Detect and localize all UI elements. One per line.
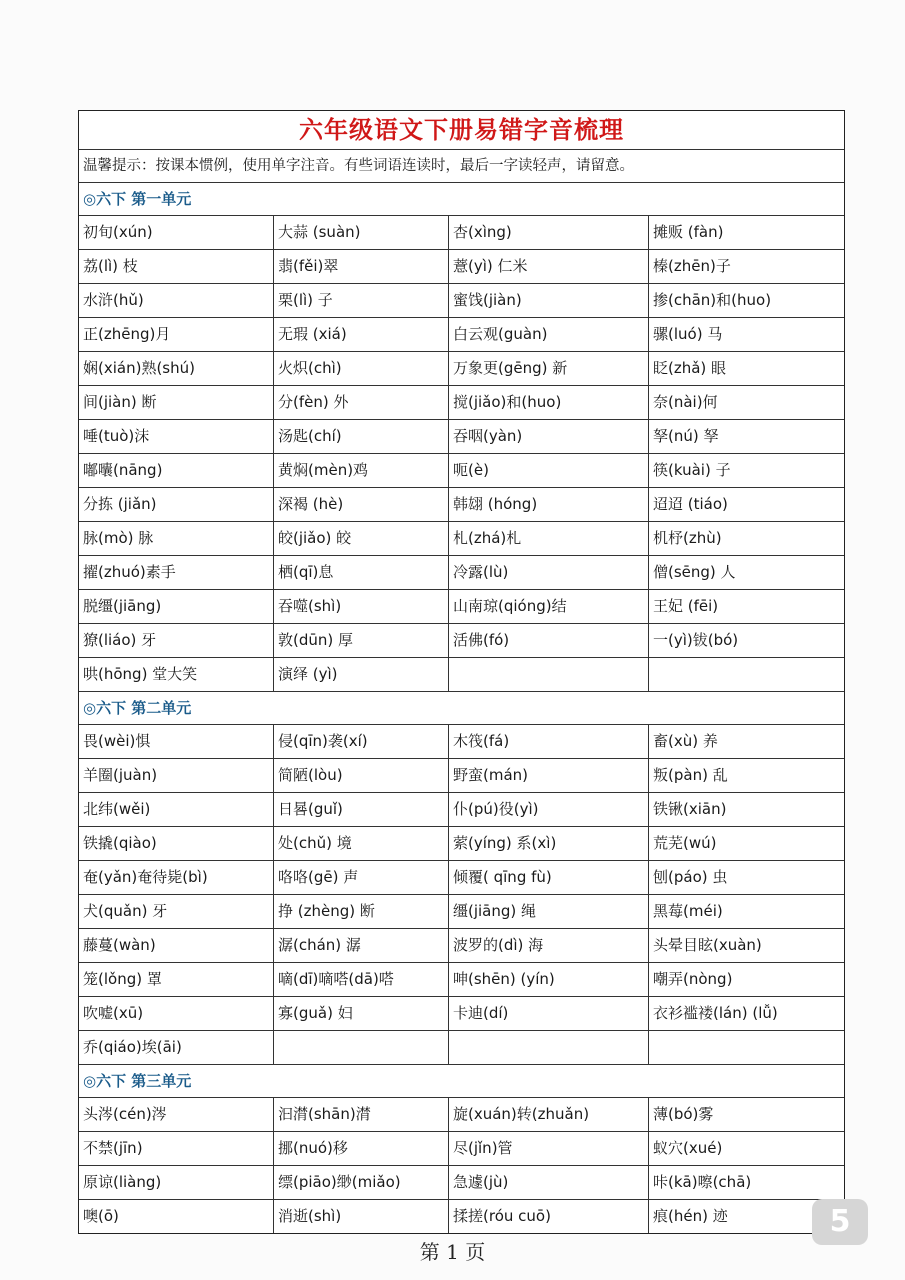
word-cell: 薏(yì) 仁米 — [449, 250, 649, 283]
word-cell: 汤匙(chí) — [274, 420, 449, 453]
word-cell: 摊贩 (fàn) — [653, 223, 724, 241]
word-cell: 黄焖(mèn)鸡 — [274, 454, 449, 487]
table-body — [79, 183, 844, 1233]
word-cell: 头晕目眩(xuàn) — [653, 936, 762, 954]
table-row — [79, 725, 844, 759]
word-cell: 王妃 (fēi) — [653, 597, 719, 615]
word-cell: 吞噬(shì) — [274, 590, 449, 623]
word-cell: 火炽(chì) — [274, 352, 449, 385]
word-cell: 札(zhá)札 — [449, 522, 649, 555]
word-cell: 萦(yíng) 系(xì) — [449, 827, 649, 860]
word-cell: 原谅(liàng) — [79, 1166, 274, 1199]
table-row — [79, 590, 844, 624]
word-cell: 薄(bó)雾 — [653, 1105, 714, 1123]
word-cell: 杏(xìng) — [449, 216, 649, 249]
word-cell: 荒芜(wú) — [653, 834, 717, 852]
word-cell: 初旬(xún) — [79, 216, 274, 249]
word-cell: 翡(fěi)翠 — [274, 250, 449, 283]
word-cell: 简陋(lòu) — [274, 759, 449, 792]
table-row — [79, 658, 844, 692]
word-cell: 波罗的(dì) 海 — [449, 929, 649, 962]
word-cell: 急遽(jù) — [449, 1166, 649, 1199]
word-cell: 消逝(shì) — [274, 1200, 449, 1233]
word-cell: 咯咯(gē) 声 — [274, 861, 449, 894]
word-cell: 痕(hén) 迹 — [653, 1207, 728, 1225]
document-title: 六年级语文下册易错字音梳理 — [79, 111, 844, 150]
word-cell: 汩潸(shān)潸 — [274, 1098, 449, 1131]
table-row — [79, 522, 844, 556]
word-cell: 嘀(dī)嘀嗒(dā)嗒 — [274, 963, 449, 996]
word-cell: 娴(xián)熟(shú) — [79, 352, 274, 385]
word-cell: 无瑕 (xiá) — [274, 318, 449, 351]
page-badge[interactable]: 5 — [812, 1199, 868, 1245]
unit-heading: ◎六下 第二单元 — [79, 692, 844, 725]
table-row — [79, 420, 844, 454]
word-cell: 寡(guǎ) 妇 — [274, 997, 449, 1030]
word-cell: 栗(lì) 子 — [274, 284, 449, 317]
word-cell: 万象更(gēng) 新 — [449, 352, 649, 385]
word-cell: 衣衫褴褛(lán) (lǚ) — [653, 1004, 778, 1022]
word-cell: 眨(zhǎ) 眼 — [653, 359, 727, 377]
word-cell: 头涔(cén)涔 — [79, 1098, 274, 1131]
word-cell: 皎(jiǎo) 皎 — [274, 522, 449, 555]
word-cell: 唾(tuò)沫 — [79, 420, 274, 453]
table-row — [79, 861, 844, 895]
word-cell: 叛(pàn) 乱 — [653, 766, 728, 784]
word-cell: 日晷(guǐ) — [274, 793, 449, 826]
word-cell: 木筏(fá) — [449, 725, 649, 758]
word-cell: 活佛(fó) — [449, 624, 649, 657]
word-cell: 脱缰(jiāng) — [79, 590, 274, 623]
table-row — [79, 827, 844, 861]
word-cell: 咔(kā)嚓(chā) — [653, 1173, 752, 1191]
word-cell: 一(yì)钹(bó) — [653, 631, 739, 649]
table-row — [79, 895, 844, 929]
word-cell: 蚁穴(xué) — [653, 1139, 723, 1157]
table-row — [79, 1098, 844, 1132]
word-cell: 嘟囔(nāng) — [79, 454, 274, 487]
page-number: 第 1 页 — [419, 1240, 486, 1264]
word-cell: 韩翃 (hóng) — [449, 488, 649, 521]
word-cell: 潺(chán) 潺 — [274, 929, 449, 962]
word-cell: 野蛮(mán) — [449, 759, 649, 792]
table-row — [79, 556, 844, 590]
word-cell: 噢(ō) — [79, 1200, 274, 1233]
table-row — [79, 1166, 844, 1200]
word-cell: 嘲弄(nòng) — [653, 970, 733, 988]
vocabulary-table — [78, 110, 845, 1234]
word-cell: 吹嘘(xū) — [79, 997, 274, 1030]
table-row — [79, 386, 844, 420]
table-row — [79, 1132, 844, 1166]
word-cell — [649, 658, 844, 691]
word-cell: 奈(nài)何 — [653, 393, 718, 411]
word-cell — [449, 658, 649, 691]
word-cell: 畏(wèi)惧 — [79, 725, 274, 758]
word-cell: 栖(qī)息 — [274, 556, 449, 589]
word-cell: 水浒(hǔ) — [79, 284, 274, 317]
table-row — [79, 454, 844, 488]
word-cell: 敦(dūn) 厚 — [274, 624, 449, 657]
word-cell: 深褐 (hè) — [274, 488, 449, 521]
unit-heading: ◎六下 第一单元 — [79, 183, 844, 216]
table-row — [79, 929, 844, 963]
word-cell: 大蒜 (suàn) — [274, 216, 449, 249]
word-cell: 挪(nuó)移 — [274, 1132, 449, 1165]
word-cell: 处(chǔ) 境 — [274, 827, 449, 860]
word-cell: 榛(zhēn)子 — [653, 257, 731, 275]
table-row — [79, 759, 844, 793]
word-cell: 北纬(wěi) — [79, 793, 274, 826]
word-cell: 哄(hōng) 堂大笑 — [79, 658, 274, 691]
table-row — [79, 624, 844, 658]
word-cell: 分拣 (jiǎn) — [79, 488, 274, 521]
table-row — [79, 250, 844, 284]
word-cell: 筷(kuài) 子 — [653, 461, 731, 479]
unit-heading: ◎六下 第三单元 — [79, 1065, 844, 1098]
word-cell: 分(fèn) 外 — [274, 386, 449, 419]
word-cell: 僧(sēng) 人 — [653, 563, 736, 581]
word-cell: 呻(shēn) (yín) — [449, 963, 649, 996]
word-cell — [649, 1031, 844, 1064]
word-cell: 尽(jǐn)管 — [449, 1132, 649, 1165]
word-cell: 山南琼(qióng)结 — [449, 590, 649, 623]
word-cell: 羊圈(juàn) — [79, 759, 274, 792]
table-row — [79, 963, 844, 997]
word-cell: 獠(liáo) 牙 — [79, 624, 274, 657]
word-cell: 脉(mò) 脉 — [79, 522, 274, 555]
word-cell: 缥(piāo)缈(miǎo) — [274, 1166, 449, 1199]
table-row — [79, 1200, 844, 1233]
word-cell: 机杼(zhù) — [653, 529, 722, 547]
table-row — [79, 216, 844, 250]
word-cell: 挣 (zhèng) 断 — [274, 895, 449, 928]
word-cell: 正(zhēng)月 — [79, 318, 274, 351]
word-cell: 刨(páo) 虫 — [653, 868, 728, 886]
table-row — [79, 488, 844, 522]
word-cell: 吞咽(yàn) — [449, 420, 649, 453]
word-cell — [449, 1031, 649, 1064]
word-cell: 旋(xuán)转(zhuǎn) — [449, 1098, 649, 1131]
table-row — [79, 1031, 844, 1065]
word-cell: 搅(jiǎo)和(huo) — [449, 386, 649, 419]
tip-text: 温馨提示：按课本惯例，使用单字注音。有些词语连读时，最后一字读轻声，请留意。 — [79, 150, 844, 183]
word-cell: 呃(è) — [449, 454, 649, 487]
word-cell: 揉搓(róu cuō) — [449, 1200, 649, 1233]
table-row — [79, 352, 844, 386]
word-cell: 铁撬(qiào) — [79, 827, 274, 860]
table-row — [79, 793, 844, 827]
word-cell: 不禁(jīn) — [79, 1132, 274, 1165]
word-cell: 孥(nú) 孥 — [653, 427, 719, 445]
word-cell: 演绎 (yì) — [274, 658, 449, 691]
word-cell: 侵(qīn)袭(xí) — [274, 725, 449, 758]
table-row — [79, 997, 844, 1031]
word-cell — [274, 1031, 449, 1064]
word-cell: 蜜饯(jiàn) — [449, 284, 649, 317]
word-cell: 藤蔓(wàn) — [79, 929, 274, 962]
table-row — [79, 318, 844, 352]
word-cell: 擢(zhuó)素手 — [79, 556, 274, 589]
word-cell: 奄(yǎn)奄待毙(bì) — [79, 861, 274, 894]
word-cell: 乔(qiáo)埃(āi) — [79, 1031, 274, 1064]
word-cell: 卡迪(dí) — [449, 997, 649, 1030]
word-cell: 铁锹(xiān) — [653, 800, 727, 818]
word-cell: 仆(pú)役(yì) — [449, 793, 649, 826]
word-cell: 荔(lì) 枝 — [79, 250, 274, 283]
word-cell: 缰(jiāng) 绳 — [449, 895, 649, 928]
word-cell: 间(jiàn) 断 — [79, 386, 274, 419]
word-cell: 犬(quǎn) 牙 — [79, 895, 274, 928]
word-cell: 畜(xù) 养 — [653, 732, 718, 750]
word-cell: 黑莓(méi) — [653, 902, 723, 920]
table-row — [79, 284, 844, 318]
word-cell: 白云观(guàn) — [449, 318, 649, 351]
word-cell: 冷露(lù) — [449, 556, 649, 589]
word-cell: 掺(chān)和(huo) — [653, 291, 772, 309]
word-cell: 倾覆( qīng fù) — [449, 861, 649, 894]
word-cell: 笼(lǒng) 罩 — [79, 963, 274, 996]
word-cell: 骡(luó) 马 — [653, 325, 723, 343]
word-cell: 迢迢 (tiáo) — [653, 495, 728, 513]
